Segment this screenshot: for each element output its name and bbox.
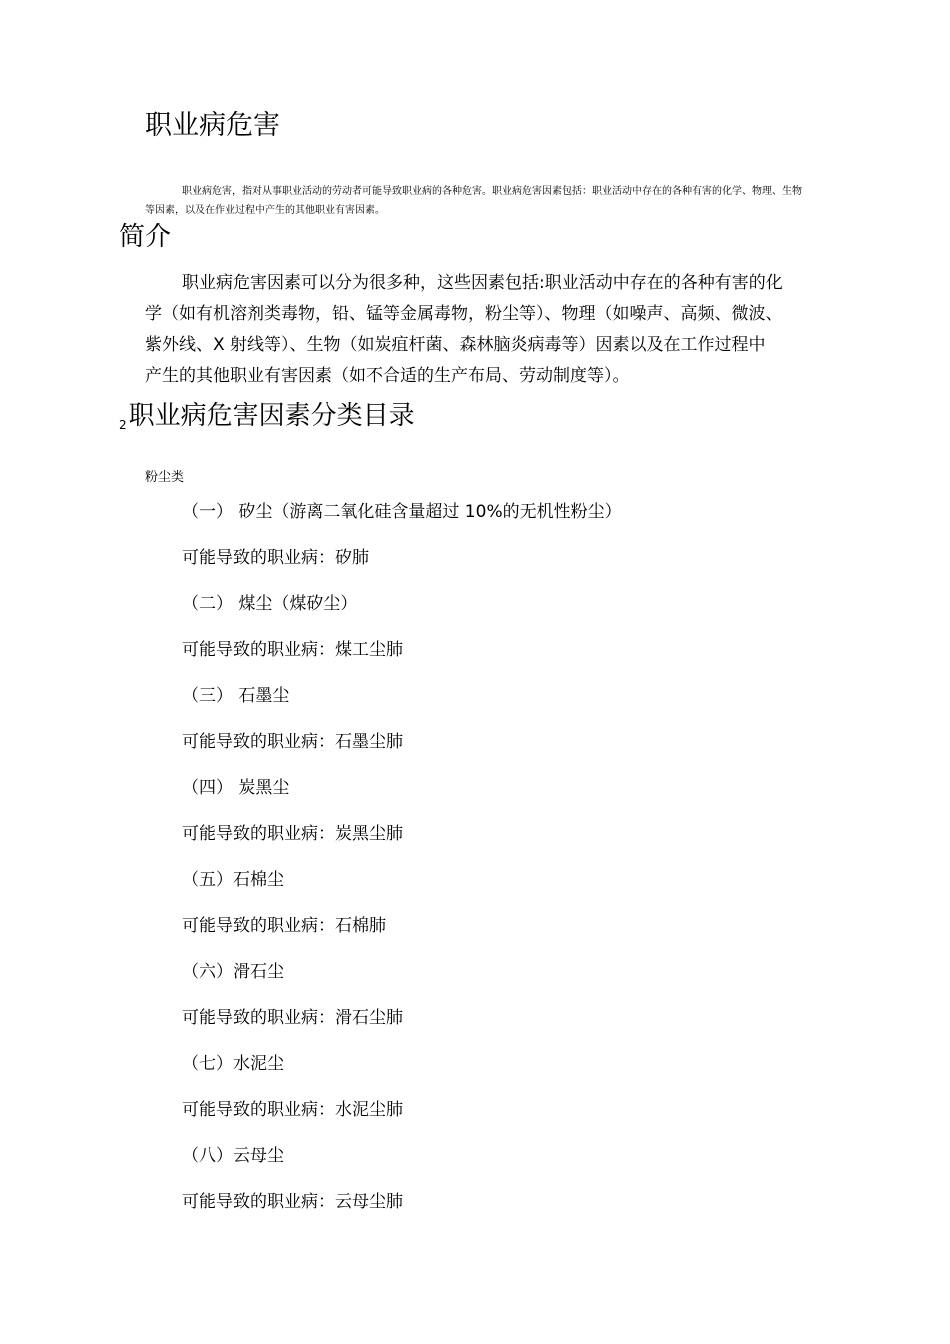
intro-heading: 简介 [119, 222, 172, 252]
catalog-heading-text: 职业病危害因素分类目录 [128, 401, 415, 431]
section-number: 2 [119, 418, 127, 432]
intro-line: 产生的其他职业有害因素（如不合适的生产布局、劳动制度等）。 [145, 366, 630, 386]
hazard-factor: （七）水泥尘 [182, 1054, 284, 1074]
hazard-list [182, 497, 882, 1233]
hazard-factor: （五）石棉尘 [182, 870, 284, 890]
hazard-disease: 可能导致的职业病：石墨尘肺 [182, 732, 403, 752]
hazard-disease: 可能导致的职业病：煤工尘肺 [182, 640, 403, 660]
hazard-factor: （六）滑石尘 [182, 962, 284, 982]
hazard-disease: 可能导致的职业病：滑石尘肺 [182, 1008, 403, 1028]
hazard-disease: 可能导致的职业病：矽肺 [182, 548, 369, 568]
catalog-heading [119, 398, 415, 438]
hazard-disease: 可能导致的职业病：水泥尘肺 [182, 1100, 403, 1120]
hazard-disease: 可能导致的职业病：炭黑尘肺 [182, 824, 403, 844]
intro-line: 学（如有机溶剂类毒物，铅、锰等金属毒物，粉尘等）、物理（如噪声、高频、微波、 [145, 304, 783, 324]
hazard-disease: 可能导致的职业病：云母尘肺 [182, 1192, 403, 1212]
document-title: 职业病危害 [145, 110, 280, 141]
intro-paragraph [145, 268, 835, 392]
abstract-paragraph: 职业病危害，指对从事职业活动的劳动者可能导致职业病的各种危害。职业病危害因素包括：职业活动中存在的各种有害的化学、物理、生物等因素，以及在作业过程中产生的其他职业有害因素。 [145, 186, 802, 216]
intro-line: 紫外线、X 射线等）、生物（如炭疽杆菌、森林脑炎病毒等）因素以及在工作过程中 [145, 335, 766, 355]
hazard-factor: （四） 炭黑尘 [182, 778, 290, 798]
hazard-disease: 可能导致的职业病：石棉肺 [182, 916, 386, 936]
hazard-factor: （三） 石墨尘 [182, 686, 290, 706]
intro-line: 职业病危害因素可以分为很多种，这些因素包括:职业活动中存在的各种有害的化 [182, 273, 783, 293]
category-label: 粉尘类 [145, 470, 185, 485]
hazard-factor: （二） 煤尘（煤矽尘） [182, 594, 358, 614]
hazard-factor: （八）云母尘 [182, 1146, 284, 1166]
hazard-factor: （一） 矽尘（游离二氧化硅含量超过 10%的无机性粉尘） [182, 502, 622, 522]
